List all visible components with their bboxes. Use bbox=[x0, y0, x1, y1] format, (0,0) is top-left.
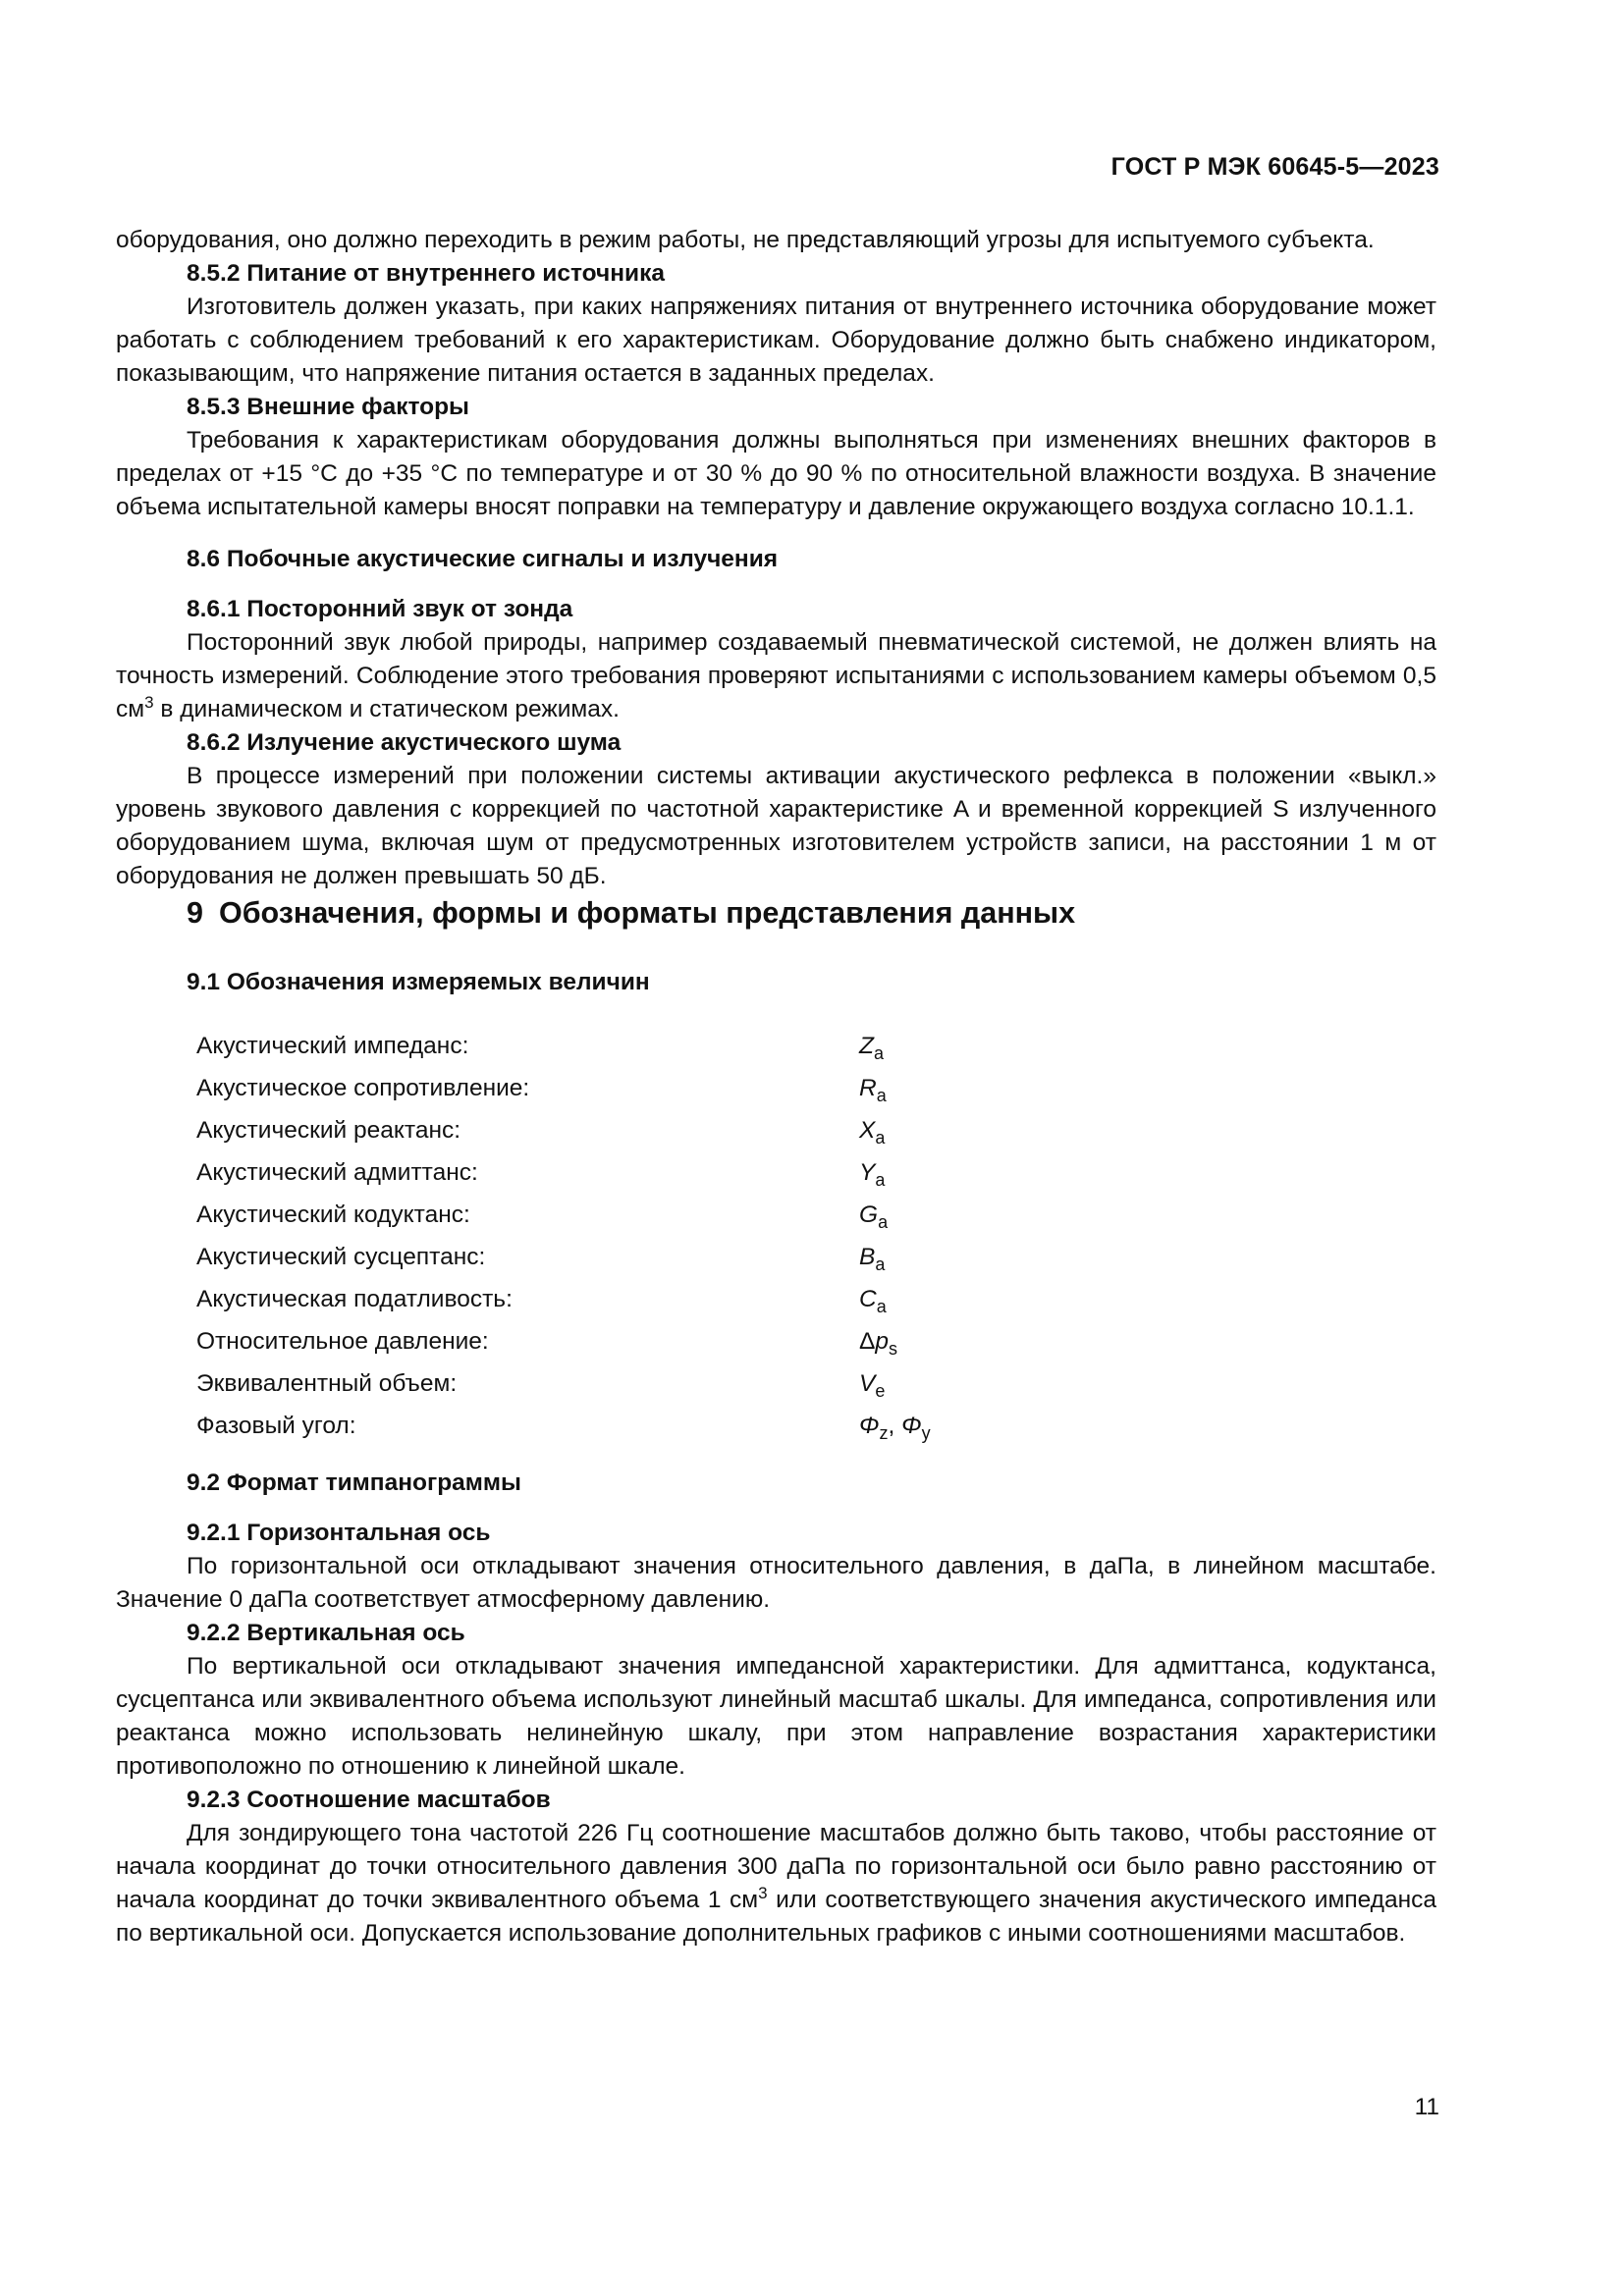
symbol-term: Относительное давление: bbox=[196, 1327, 489, 1355]
symbol-row bbox=[196, 1236, 931, 1278]
symbol-term: Акустический сусцептанс: bbox=[196, 1243, 486, 1270]
symbol-letter: X bbox=[859, 1116, 876, 1144]
symbol-notation bbox=[859, 1320, 931, 1362]
symbol-subscript: a bbox=[873, 1042, 884, 1063]
symbol-term: Акустический адмиттанс: bbox=[196, 1158, 478, 1186]
symbol-notation bbox=[859, 1025, 931, 1067]
symbol-term: Эквивалентный объем: bbox=[196, 1369, 458, 1397]
section-8-6-1-text-a: Посторонний звук любой природы, например создаваемый пневматической системой, не должен влиять на точность измерений. Соблюдение этого требования проверяют испытаниями с использованием камеры объемом 0,5 см bbox=[116, 629, 1436, 722]
symbol-letter: C bbox=[859, 1285, 877, 1312]
section-8-5-2-heading: 8.5.2 Питание от внутреннего источника bbox=[187, 260, 665, 287]
section-9-2-3-heading: 9.2.3 Соотношение масштабов bbox=[187, 1787, 551, 1813]
symbol-notation bbox=[859, 1362, 931, 1405]
symbol-row bbox=[196, 1405, 931, 1447]
symbol-notation bbox=[859, 1236, 931, 1278]
symbol-letter: Φ bbox=[901, 1412, 922, 1439]
symbol-notation bbox=[859, 1109, 931, 1151]
symbol-subscript: z bbox=[879, 1422, 889, 1443]
section-9-2-2-text: По вертикальной оси откладывают значения импедансной характеристики. Для адмиттанса, кодуктанса, сусцептанса или эквивалентного объема используют линейный масштаб шкалы. Для импеданса, сопротивления или реактанса можно использовать нелинейную шкалу, при этом направление возрастания характеристики противоположно по отношению к линейной шкале. bbox=[116, 1653, 1436, 1780]
section-9-2-3-text-a: Для зондирующего тона частотой 226 Гц соотношение масштабов должно быть таково, чтобы расстояние от начала координат до точки относительного давления 300 даПа по горизонтальной оси было равно расстоянию от начала координат до точки эквивалентного объема 1 см bbox=[116, 1820, 1436, 1913]
symbol-notation bbox=[859, 1405, 931, 1447]
symbol-subscript: s bbox=[889, 1338, 898, 1359]
symbols-table bbox=[196, 1025, 931, 1447]
symbol-row bbox=[196, 1362, 931, 1405]
section-8-5-3-heading: 8.5.3 Внешние факторы bbox=[187, 394, 469, 420]
symbol-notation bbox=[859, 1067, 931, 1109]
section-9-2-1-heading: 9.2.1 Горизонтальная ось bbox=[187, 1520, 491, 1546]
symbol-row bbox=[196, 1278, 931, 1320]
symbol-separator: , bbox=[888, 1412, 902, 1439]
section-9-heading bbox=[116, 893, 1436, 933]
symbol-subscript: a bbox=[878, 1211, 889, 1232]
symbol-letter: Y bbox=[859, 1158, 876, 1186]
symbol-letter: Z bbox=[859, 1032, 874, 1059]
section-8-6-1-heading: 8.6.1 Посторонний звук от зонда bbox=[187, 596, 573, 622]
symbol-letter: Φ bbox=[859, 1412, 880, 1439]
symbol-term: Акустический импеданс: bbox=[196, 1032, 469, 1059]
symbol-notation bbox=[859, 1151, 931, 1194]
symbol-term: Акустический кодуктанс: bbox=[196, 1201, 470, 1228]
symbol-term: Акустическая податливость: bbox=[196, 1285, 513, 1312]
symbol-subscript: e bbox=[875, 1380, 886, 1401]
section-9-1-heading: 9.1 Обозначения измеряемых величин bbox=[187, 969, 650, 995]
symbol-row bbox=[196, 1320, 931, 1362]
section-8-6-heading: 8.6 Побочные акустические сигналы и излучения bbox=[187, 546, 779, 572]
continued-paragraph: оборудования, оно должно переходить в режим работы, не представляющий угрозы для испытуемого субъекта. bbox=[116, 227, 1375, 253]
symbol-notation bbox=[859, 1194, 931, 1236]
symbol-subscript: a bbox=[876, 1296, 887, 1316]
page-content bbox=[116, 224, 1436, 1950]
symbol-subscript: y bbox=[921, 1422, 931, 1443]
section-8-6-1-text-b: в динамическом и статическом режимах. bbox=[153, 696, 620, 722]
section-9-2-3-text bbox=[116, 1817, 1436, 1950]
symbol-letter: B bbox=[859, 1243, 876, 1270]
document-code-header: ГОСТ Р МЭК 60645-5—2023 bbox=[1110, 153, 1439, 181]
symbol-subscript: a bbox=[876, 1085, 887, 1105]
symbol-term: Фазовый угол: bbox=[196, 1412, 356, 1439]
section-9-2-1-text: По горизонтальной оси откладывают значения относительного давления, в даПа, в линейном масштабе. Значение 0 даПа соответствует атмосферному давлению. bbox=[116, 1553, 1436, 1613]
superscript-3: 3 bbox=[758, 1884, 768, 1902]
section-9-number: 9 bbox=[187, 896, 203, 930]
symbol-row bbox=[196, 1025, 931, 1067]
symbol-subscript: a bbox=[875, 1127, 886, 1148]
symbol-letter: R bbox=[859, 1074, 877, 1101]
symbol-row bbox=[196, 1067, 931, 1109]
section-8-6-2-text: В процессе измерений при положении системы активации акустического рефлекса в положении «выкл.» уровень звукового давления с коррекцией по частотной характеристике A и временной коррекцией S излученного оборудованием шума, включая шум от предусмотренных изготовителем устройств записи, на расстоянии 1 м от оборудования не должен превышать 50 дБ. bbox=[116, 763, 1436, 889]
symbol-letter: p bbox=[875, 1327, 890, 1355]
symbol-letter: V bbox=[859, 1369, 876, 1397]
section-8-5-3-text: Требования к характеристикам оборудования должны выполняться при изменениях внешних факторов в пределах от +15 °С до +35 °С по температуре и от 30 % до 90 % по относительной влажности воздуха. В значение объема испытательной камеры вносят поправки на температуру и давление окружающего воздуха согласно 10.1.1. bbox=[116, 427, 1436, 520]
symbol-notation bbox=[859, 1278, 931, 1320]
section-9-2-2-heading: 9.2.2 Вертикальная ось bbox=[187, 1620, 465, 1646]
section-8-5-2-text: Изготовитель должен указать, при каких напряжениях питания от внутреннего источника оборудование может работать с соблюдением требований к его характеристикам. Оборудование должно быть снабжено индикатором, показывающим, что напряжение питания остается в заданных пределах. bbox=[116, 294, 1436, 387]
symbol-term: Акустический реактанс: bbox=[196, 1116, 461, 1144]
symbol-term: Акустическое сопротивление: bbox=[196, 1074, 530, 1101]
section-9-title: Обозначения, формы и форматы представления данных bbox=[218, 896, 1076, 930]
symbol-subscript: a bbox=[875, 1169, 886, 1190]
symbol-row bbox=[196, 1194, 931, 1236]
symbol-row bbox=[196, 1151, 931, 1194]
symbol-subscript: a bbox=[875, 1254, 886, 1274]
section-9-2-heading: 9.2 Формат тимпанограммы bbox=[187, 1469, 521, 1496]
section-9-2-3-text-b: или соответствующего значения акустического импеданса по вертикальной оси. Допускается использование дополнительных графиков с иными соотношениями масштабов. bbox=[116, 1887, 1436, 1947]
symbol-row bbox=[196, 1109, 931, 1151]
symbol-letter: G bbox=[859, 1201, 879, 1228]
section-8-6-1-text bbox=[116, 626, 1436, 726]
section-8-6-2-heading: 8.6.2 Излучение акустического шума bbox=[187, 729, 622, 756]
superscript-3: 3 bbox=[144, 693, 154, 712]
page-number: 11 bbox=[1414, 2094, 1439, 2120]
symbol-prefix: Δ bbox=[859, 1327, 876, 1355]
